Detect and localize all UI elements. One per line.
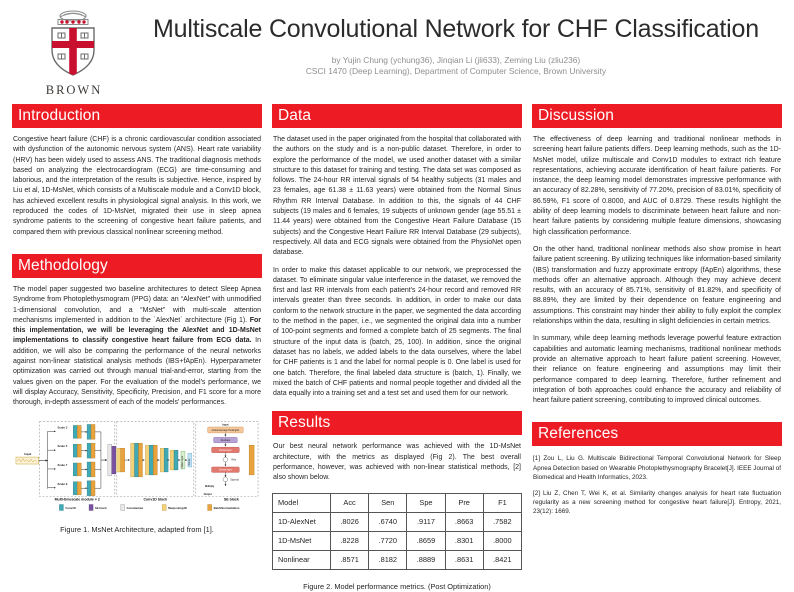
brown-logo <box>14 6 132 98</box>
svg-text:Sigmoid: Sigmoid <box>230 477 239 481</box>
cell-f1: .8421 <box>483 550 521 569</box>
column-left <box>12 104 262 592</box>
table-header-row <box>273 493 522 512</box>
cell-f1: .8000 <box>483 531 521 550</box>
byline-block <box>132 55 780 78</box>
cell-pre: .8301 <box>445 531 483 550</box>
diagram-label-conv1d: Conv1D block <box>143 497 168 502</box>
svg-text:SE block: SE block <box>95 506 107 510</box>
col-header-spe: Spe <box>407 493 445 512</box>
spacer <box>272 399 522 411</box>
svg-text:Relu: Relu <box>231 458 237 462</box>
results-paragraph-1: Our best neural network performance was achieved with the 1D-MsNet architecture, with the metrics as displayed (Fig 2). The best overall performance, however, was achieved with non-linear statistical methods, [2] also shown below. <box>273 443 521 482</box>
svg-text:Scale 3: Scale 3 <box>57 424 68 429</box>
column-middle <box>272 104 522 592</box>
poster-header <box>0 0 794 104</box>
svg-text:Conv1D: Conv1D <box>65 506 76 510</box>
architecture-diagram-svg <box>12 417 262 513</box>
section-header-methodology: Methodology <box>12 254 262 278</box>
cell-model: Nonlinear <box>273 550 331 569</box>
affiliation-line: CSCI 1470 (Deep Learning), Department of Computer Science, Brown University <box>305 66 607 77</box>
table-row <box>273 550 522 569</box>
spacer <box>532 406 782 422</box>
poster-columns <box>0 104 794 592</box>
figure-1-caption: Figure 1. MsNet Architecture, adapted from [1]. <box>60 524 214 534</box>
svg-text:Scale 5: Scale 5 <box>57 443 68 448</box>
reference-item: [2] Liu Z, Chen T, Wei K, et al. Similarity changes analysis for heart rate fluctuation regularity as a new screening method for congestive heart failure[J]. Entropy, 2021, 23(12): 1669. <box>533 490 781 516</box>
brown-wordmark: BROWN <box>45 83 103 97</box>
svg-text:Flatten layer: Flatten layer <box>180 455 184 469</box>
svg-text:Dense layer: Dense layer <box>219 448 232 452</box>
discussion-paragraph-3: In summary, while deep learning methods leverage powerful feature extraction capabilities and automatic learning mechanisms, traditional nonlinear methods provide an alternative approach to heart failure patient screening. However, their reliance on feature engineering and assumptions may limit their performance compared to deep learning. Therefore, further refinement and integration of both approaches could enhance the accuracy and reliability of heart failure patient screening, contributing to improved clinical outcomes. <box>533 335 781 405</box>
section-body-data <box>272 128 522 399</box>
section-body-results <box>272 435 522 483</box>
col-header-pre: Pre <box>445 493 483 512</box>
section-body-discussion <box>532 128 782 406</box>
cell-model: 1D-AlexNet <box>273 512 331 531</box>
cell-spe: .8659 <box>407 531 445 550</box>
model-performance-table <box>272 493 522 570</box>
cell-sen: .7720 <box>369 531 407 550</box>
methodology-text-part2: In addition, we will also be comparing the performance of the neural networks against non-linear statistical analysis methods (IBS+fApEn). Hyperparameter optimization was carried out through manual trial-and-error, starting from the values given on the paper. For the evaluation of the model's performance, we will display Accuracy, Sensitivity, Specificity, Precision, and F1 score for a more thorough, in-depth assessment of each of the models' performances. <box>13 337 261 407</box>
reference-item: [1] Zou L, Liu G. Multiscale Bidirectional Temporal Convolutional Network for Sleep Apnea Detection based on Wearable Photoplethysmography Bracelet[J]. IEEE Journal of Biomedical and Health Informatics, 2023. <box>533 455 781 481</box>
col-header-acc: Acc <box>331 493 369 512</box>
svg-text:Maxpooling1D: Maxpooling1D <box>168 506 187 510</box>
section-header-data: Data <box>272 104 522 128</box>
svg-text:Multiply: Multiply <box>204 484 215 488</box>
svg-text:Output: Output <box>203 492 212 496</box>
section-body-methodology <box>12 278 262 409</box>
svg-text:BatchNormalization: BatchNormalization <box>213 506 240 510</box>
cell-sen: .6740 <box>369 512 407 531</box>
cell-spe: .9117 <box>407 512 445 531</box>
spacer <box>12 238 262 254</box>
methodology-text-part1: The model paper suggested two baseline architectures to detect Sleep Apnea Syndrome from Photoplethysmogram (PPG) data: an “AlexNet” with unmodified 1-dimensional convolution, and a “MsNet” with multi-scale attention mechanisms implemented in addition to the `AlexNet` architecture (Fig 1). <box>13 285 261 324</box>
discussion-paragraph-1: The effectiveness of deep learning and traditional nonlinear methods in screening heart failure patients differs. Deep learning methods, such as the 1D-MsNet model, utilize multiscale and Conv1D modules to extract rich feature representations, achieving accurate identification of heart failure patients. For instance, the deep learning model demonstrates impressive performance with an accuracy of 82.28%, sensitivity of 77.20%, precision of 83.01%, specificity of 86.59%, F1 score of 0.8000, and AUC of 0.8729. These results highlight the ability of deep learning models to discriminate between heart failure and non-heart failure patients by considering multiple feature dimensions, showcasing high classification performance. <box>533 136 781 236</box>
svg-text:Global Average Pooling1D: Global Average Pooling1D <box>211 428 240 432</box>
table-row <box>273 531 522 550</box>
page-title: Multiscale Convolutional Network for CHF Classification <box>153 15 759 43</box>
section-header-results: Results <box>272 411 522 435</box>
table-row <box>273 512 522 531</box>
cell-f1: .7582 <box>483 512 521 531</box>
cell-pre: .8631 <box>445 550 483 569</box>
brown-shield-icon <box>44 10 102 82</box>
data-paragraph-1: The dataset used in the paper originated from the hospital that collaborated with the authors on the study and is a non-public dataset. Therefore, in order to explore the performance of the model, we used another dataset with a similar structure to this dataset for training and testing. The data set was composed as follows. The 24-hour RR interval signals of 54 healthy subjects (31 males and 23 females, age 61.38 ± 11.63 years) were obtained from the Normal Sinus Rhythm RR Interval Database. In addition to this, the signals of 44 CHF subjects (19 males and 6 females, 19 subjects of unknown gender (age 55.51 ± 11.44 years) were obtained from the Congestive Heart Failure Database (15 subjects) and the Congestive Heart Failure RR Interval Database (29 subjects), respectively. All data and ECG signals were obtained from the PhysioNet open database. <box>273 136 521 257</box>
cell-acc: .8571 <box>331 550 369 569</box>
col-header-sen: Sen <box>369 493 407 512</box>
diagram-label-multiscale: Multi-timescale module × 2 <box>54 497 100 502</box>
cell-acc: .8026 <box>331 512 369 531</box>
svg-text:Input: Input <box>24 451 32 456</box>
svg-text:Scale 7: Scale 7 <box>57 462 68 467</box>
methodology-paragraph <box>13 285 261 409</box>
data-paragraph-2: In order to make this dataset applicable to our network, we preprocessed the dataset. To eliminate singular value interference in the dataset, we removed the first and last RR intervals from each patient's 24-hour record and removed RR intervals greater than three seconds. In addition, in order to make our data conform to the network structure in the paper, we segmented the data according to the method in the paper, i.e., we segmented the original data into a number of 100-point segments and formed a complete batch of 25 segments. The final structure of the input data is (batch, 25, 100). In addition, since the original dataset has no labels, we added labels to the data ourselves, where the label for CHF patients is 1 and the label for normal people is 0. One label is used for one batch. Therefore, the final labeled data structure is (batch, 1). Finally, we mixed the batch of CHF patients and normal people together and divided all the data equally into a training set and a test set and used them for our network. <box>273 266 521 398</box>
cell-acc: .8228 <box>331 531 369 550</box>
svg-text:Scale 9: Scale 9 <box>57 481 68 486</box>
cell-spe: .8889 <box>407 550 445 569</box>
svg-text:Dense layer: Dense layer <box>219 468 232 472</box>
methodology-text-bold: For this implementation, we will be leveraging the AlexNet and 1D-MsNet implementations to classify congestive heart failure from ECG data. <box>13 316 261 345</box>
svg-text:Concatenate: Concatenate <box>126 506 144 510</box>
discussion-paragraph-2: On the other hand, traditional nonlinear methods also show promise in heart failure patient screening. By utilizing techniques like information-based similarity (IBS) transformation and fuzzy approximate entropy (fApEn) algorithms, these methods offer an alternative approach. Although they may achieve decent results, with an accuracy of 85.71%, sensitivity of 81.82%, and specificity of 88.89%, they are limited by their dependence on feature engineering and assumptions. This constraint may hinder their ability to fully exploit the complex relationships within the data, resulting in slight deficiencies in certain metrics. <box>533 245 781 326</box>
cell-pre: .8663 <box>445 512 483 531</box>
diagram-label-seblock: SE block <box>223 497 239 502</box>
svg-text:Reshape: Reshape <box>220 438 231 442</box>
cell-sen: .8182 <box>369 550 407 569</box>
section-header-discussion: Discussion <box>532 104 782 128</box>
col-header-model: Model <box>273 493 331 512</box>
section-header-introduction: Introduction <box>12 104 262 128</box>
svg-text:Input: Input <box>222 423 229 427</box>
column-right <box>532 104 782 592</box>
cell-model: 1D-MsNet <box>273 531 331 550</box>
section-body-references <box>532 446 782 516</box>
col-header-f1: F1 <box>483 493 521 512</box>
figure-1-msnet-architecture <box>12 417 262 513</box>
section-header-references: References <box>532 422 782 446</box>
author-list: by Yujin Chung (ychung36), Jinqian Li (jli633), Zeming Liu (zliu236) <box>331 55 581 65</box>
intro-paragraph-1: Congestive heart failure (CHF) is a chronic cardiovascular condition associated with dysfunction of the autonomic nervous system (ANS). Heart rate variability (HRV) has been widely used to assess ANS. The traditional diagnosis methods based on analyzing the electrocardiogram (ECG) are time-consuming and laborious, and the interpretation of the results is subjective. Hence, inspired by Liu et al, 1D-MsNet, which consists of a Multiscale module and a Conv1D block, has achieved excellent results in physiological signal analysis. In this work, we reproduced the codes of 1D-MsNet, migrated their use in sleep apnea syndrome patients to the screening of congestive heart failure patients, and compared them with previous classical nonlinear screening method. <box>13 136 261 236</box>
svg-text:Dense: Dense <box>187 458 191 465</box>
section-body-introduction <box>12 128 262 238</box>
figure-2-caption: Figure 2. Model performance metrics. (Post Optimization) <box>303 581 491 591</box>
title-block <box>132 6 780 78</box>
